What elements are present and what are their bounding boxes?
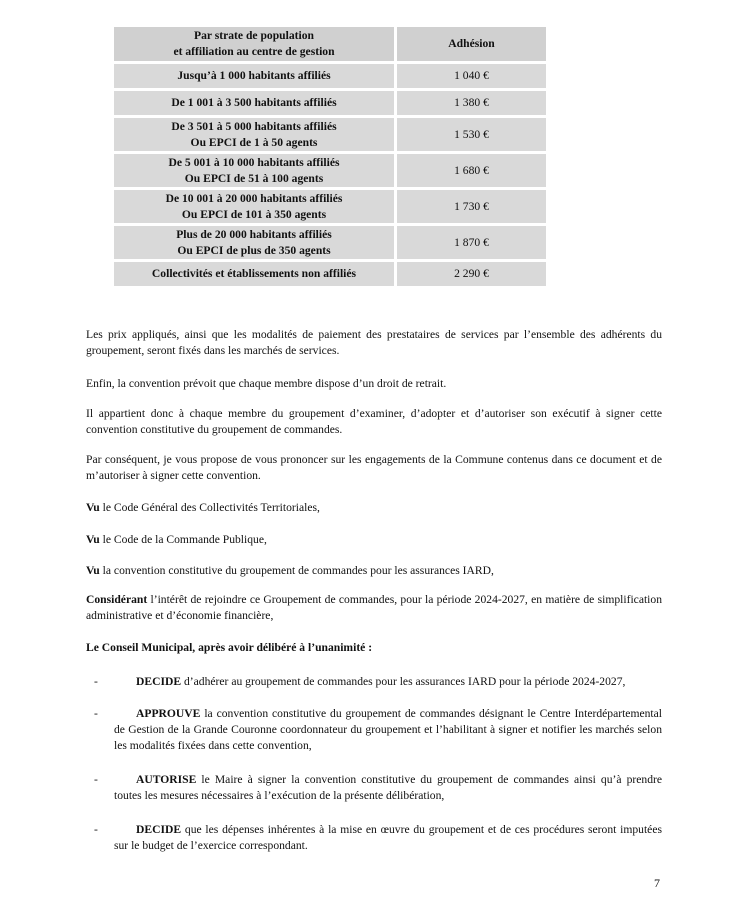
table-row-value: 1 040 € [397, 64, 546, 88]
decision-verb: DECIDE [136, 675, 182, 688]
decision-item [86, 822, 662, 854]
table-row [114, 262, 546, 286]
vu-ccp [86, 532, 662, 548]
dash-bullet: - [94, 675, 98, 688]
table-row-strata [114, 262, 394, 286]
table-row [114, 190, 546, 223]
table-row [114, 226, 546, 259]
conseil-heading-text: Le Conseil Municipal, après avoir délibéré à l’unanimité : [86, 641, 373, 654]
strata-line1: De 10 001 à 20 000 habitants affiliés [165, 191, 343, 205]
paragraph-prices: Les prix appliqués, ainsi que les modalités de paiement des prestataires de services par l’ensemble des adhérents du groupement, seront fixés dans les marchés de services. [86, 328, 662, 357]
table-row [114, 64, 546, 88]
decision-verb: DECIDE [136, 823, 182, 836]
vu-label: Vu [86, 533, 100, 546]
table-row-strata [114, 118, 394, 151]
strata-line1: De 1 001 à 3 500 habitants affiliés [171, 96, 337, 109]
table-row-strata [114, 154, 394, 187]
paragraph-withdrawal: Enfin, la convention prévoit que chaque membre dispose d’un droit de retrait. [86, 377, 447, 390]
decision-item [86, 706, 662, 754]
table-row-value: 1 530 € [397, 118, 546, 151]
considerant-label: Considérant [86, 593, 148, 606]
vu-label: Vu [86, 501, 100, 514]
table-row-value: 1 870 € [397, 226, 546, 259]
decision-item [86, 674, 662, 690]
strata-line1: Plus de 20 000 habitants affiliés [176, 227, 332, 241]
vu-cgct [86, 500, 662, 516]
table-row-strata [114, 64, 394, 88]
table-row-value: 1 380 € [397, 91, 546, 115]
strata-line1: Jusqu’à 1 000 habitants affiliés [177, 69, 331, 82]
dash-bullet: - [94, 823, 98, 836]
table-row-strata [114, 226, 394, 259]
vu-label: Vu [86, 564, 100, 577]
vu-text: la convention constitutive du groupement de commandes pour les assurances IARD, [99, 564, 494, 577]
vu-text: le Code de la Commande Publique, [99, 533, 267, 546]
table-row-value: 1 730 € [397, 190, 546, 223]
dash-bullet: - [94, 773, 98, 786]
table-row-strata [114, 91, 394, 115]
strata-line1: Collectivités et établissements non affiliés [151, 267, 357, 280]
decision-text: le Maire à signer la convention constitutive du groupement de commandes ainsi qu’à prendre toutes les mesures nécessaires à l’exécution de la présente délibération, [114, 773, 662, 802]
membership-fee-table [114, 27, 546, 289]
conseil-heading [86, 640, 662, 656]
considerant-text: l’intérêt de rejoindre ce Groupement de commandes, pour la période 2024-2027, en matière de simplification administrative et d’économie financière, [86, 593, 662, 622]
dash-bullet: - [94, 707, 98, 720]
strata-line2: Ou EPCI de 1 à 50 agents [190, 135, 318, 149]
strata-line2: Ou EPCI de 51 à 100 agents [184, 171, 324, 185]
strata-line1: De 5 001 à 10 000 habitants affiliés [168, 155, 340, 169]
table-row [114, 91, 546, 115]
decision-text: d’adhérer au groupement de commandes pour les assurances IARD pour la période 2024-2027, [181, 675, 626, 688]
strata-line1: De 3 501 à 5 000 habitants affiliés [171, 119, 337, 133]
table-row [114, 154, 546, 187]
paragraph-proposal: Par conséquent, je vous propose de vous prononcer sur les engagements de la Commune contenus dans ce document et de m’autoriser à signer cette convention. [86, 453, 662, 482]
header-strata-line2: et affiliation au centre de gestion [173, 45, 335, 58]
decision-item [86, 772, 662, 804]
table-row-value: 2 290 € [397, 262, 546, 286]
table-header-row [114, 27, 546, 61]
decision-text: la convention constitutive du groupement de commandes désignant le Centre Interdépartemental de Gestion de la Grande Couronne coordonnateur du groupement et l’habilitant à signer et notifier les marchés selon les modalités fixées dans cette convention, [114, 707, 662, 752]
table-row [114, 118, 546, 151]
strata-line2: Ou EPCI de 101 à 350 agents [181, 207, 327, 221]
table-row-strata [114, 190, 394, 223]
strata-line2: Ou EPCI de plus de 350 agents [177, 243, 331, 257]
vu-text: le Code Général des Collectivités Territoriales, [99, 501, 320, 514]
header-strata [114, 27, 394, 61]
page-number: 7 [654, 876, 660, 890]
paragraph-members: Il appartient donc à chaque membre du groupement d’examiner, d’adopter et d’autoriser son exécutif à signer cette convention constitutive du groupement de commandes. [86, 407, 662, 436]
header-strata-line1: Par strate de population [194, 29, 314, 42]
decision-verb: AUTORISE [136, 773, 197, 786]
table-row-value: 1 680 € [397, 154, 546, 187]
header-adhesion: Adhésion [397, 27, 546, 61]
vu-convention [86, 563, 662, 579]
considerant-paragraph [86, 592, 662, 624]
decision-verb: APPROUVE [136, 707, 201, 720]
decision-text: que les dépenses inhérentes à la mise en œuvre du groupement et de ces procédures seront imputées sur le budget de l’exercice correspondant. [114, 823, 662, 852]
